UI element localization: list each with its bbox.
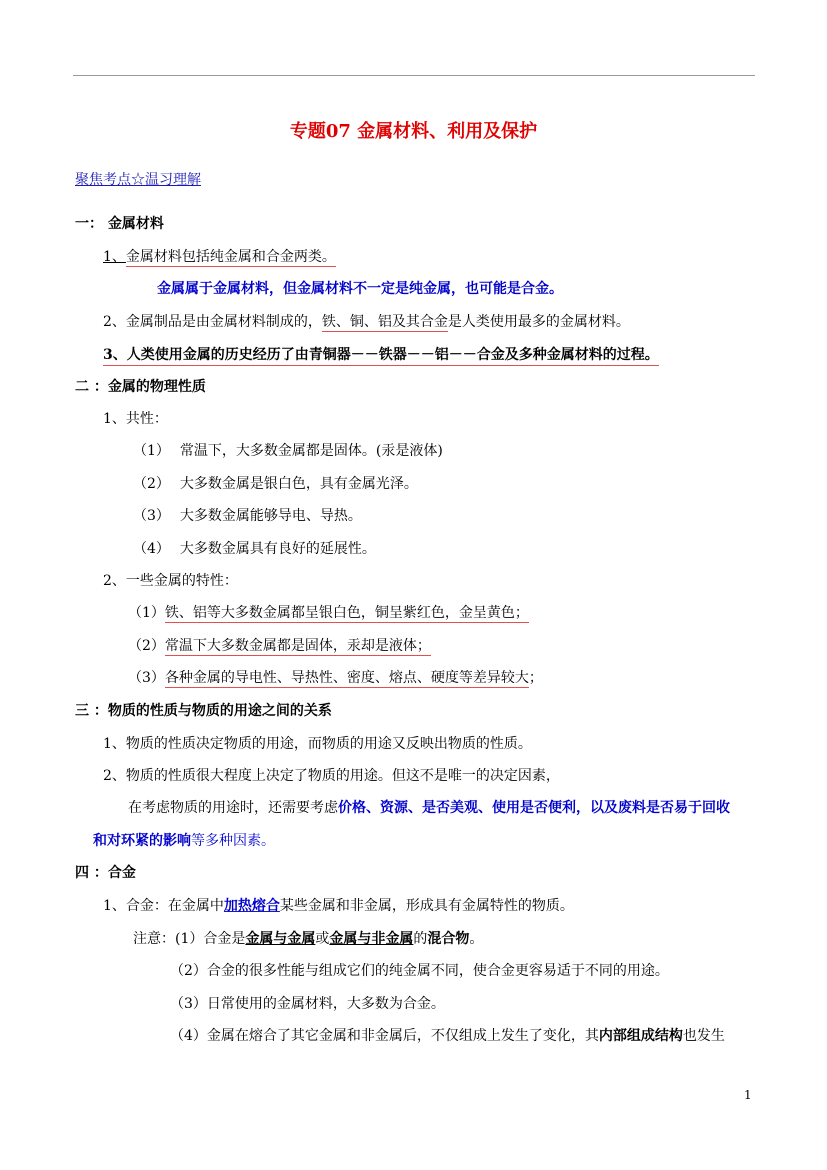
text: 常温下大多数金属都是固体，汞却是液体； bbox=[164, 638, 431, 654]
text-c: 也发生 bbox=[682, 1028, 725, 1044]
prop-4 bbox=[133, 540, 376, 558]
text-b: 加热熔合 bbox=[223, 898, 280, 914]
header-rule bbox=[73, 75, 755, 76]
para-3-2: 2、物质的性质很大程度上决定了物质的用途。但这不是唯一的决定因素， bbox=[103, 768, 560, 784]
trait-2 bbox=[128, 637, 431, 655]
num: （1） bbox=[128, 605, 165, 621]
prop-2 bbox=[133, 475, 418, 493]
note-4-1 bbox=[133, 930, 483, 948]
text-c: 某些金属和非金属，形成具有金属特性的物质。 bbox=[279, 898, 574, 914]
end: ； bbox=[528, 670, 543, 686]
note-4-4 bbox=[170, 1027, 725, 1045]
note-4-2: （2）合金的很多性能与组成它们的纯金属不同，使合金更容易适于不同的用途。 bbox=[170, 963, 669, 979]
para-1-3: 3、人类使用金属的历史经历了由青铜器－－铁器－－铝－－合金及多种金属材料的过程。 bbox=[103, 346, 659, 366]
text-a: 2、金属制品是由金属材料制成的， bbox=[103, 314, 322, 330]
text: 大多数金属能够导电、导热。 bbox=[179, 508, 362, 524]
prop-3 bbox=[133, 507, 362, 525]
text-g: 。 bbox=[469, 931, 484, 947]
text-b: 铁、铜、铝及其合金 bbox=[321, 314, 448, 330]
para-3-3 bbox=[128, 799, 730, 817]
text-b: 和对环紧的影响 bbox=[93, 833, 191, 849]
text-a: （4）金属在熔合了其它金属和非金属后，不仅组成上发生了变化，其 bbox=[170, 1028, 599, 1044]
text: 金属材料包括纯金属和合金两类。 bbox=[125, 249, 336, 265]
section-heading-1: 一： 金属材料 bbox=[75, 216, 164, 232]
section-heading-2: 二 ：金属的物理性质 bbox=[75, 379, 206, 395]
num: （4） bbox=[133, 541, 170, 557]
prop-1 bbox=[133, 442, 443, 460]
text-c: 是人类使用最多的金属材料。 bbox=[447, 314, 630, 330]
num: （1） bbox=[133, 443, 170, 459]
para-1-1 bbox=[103, 248, 336, 266]
num: （3） bbox=[133, 508, 170, 524]
trait-3 bbox=[128, 669, 543, 687]
para-3-4 bbox=[93, 832, 275, 850]
text-a: 1、合金：在金属中 bbox=[103, 898, 224, 914]
text-b: 内部组成结构 bbox=[598, 1028, 683, 1044]
note-1: 金属属于金属材料，但金属材料不一定是纯金属，也可能是合金。 bbox=[157, 281, 563, 297]
text: 各种金属的导电性、导热性、密度、熔点、硬度等差异较大 bbox=[164, 670, 529, 686]
text-d: 金属与非金属 bbox=[329, 931, 414, 947]
text-f: 混合物 bbox=[427, 931, 470, 947]
text: 铁、铝等大多数金属都呈银白色，铜呈紫红色，金呈黄色； bbox=[164, 605, 529, 621]
text-b: 金属与金属 bbox=[245, 931, 316, 947]
special-props-heading: 2、一些金属的特性： bbox=[103, 573, 238, 589]
section-heading-4: 四 ：合金 bbox=[75, 865, 136, 881]
note-4-3: （3）日常使用的金属材料，大多数为合金。 bbox=[170, 996, 445, 1012]
para-1-2 bbox=[103, 313, 630, 331]
para-3-1: 1、物质的性质决定物质的用途，而物质的用途又反映出物质的性质。 bbox=[103, 736, 532, 752]
text-a: 注意：(1）合金是 bbox=[133, 931, 246, 947]
num: （3） bbox=[128, 670, 165, 686]
text: 大多数金属是银白色，具有金属光泽。 bbox=[179, 476, 418, 492]
num: 1、 bbox=[103, 249, 126, 265]
text: 大多数金属具有良好的延展性。 bbox=[179, 541, 376, 557]
text-b: 价格、资源、是否美观、使用是否便利，以及废料是否易于回收 bbox=[338, 800, 730, 816]
text: 常温下，大多数金属都是固体。(汞是液体) bbox=[179, 443, 443, 459]
text-c: 等多种因素。 bbox=[191, 833, 275, 849]
text-a: 在考虑物质的用途时，还需要考虑 bbox=[128, 800, 338, 816]
trait-1 bbox=[128, 604, 529, 622]
section-link[interactable]: 聚焦考点☆温习理解 bbox=[75, 172, 201, 188]
num: （2） bbox=[133, 476, 170, 492]
text-e: 的 bbox=[413, 931, 428, 947]
page-number: 1 bbox=[744, 1088, 752, 1102]
text-c: 或 bbox=[315, 931, 330, 947]
page-title: 专题07 金属材料、利用及保护 bbox=[289, 121, 538, 142]
para-4-1 bbox=[103, 897, 574, 915]
common-props-heading: 1、共性： bbox=[103, 411, 168, 427]
section-heading-3: 三 ：物质的性质与物质的用途之间的关系 bbox=[75, 703, 332, 719]
num: （2） bbox=[128, 638, 165, 654]
